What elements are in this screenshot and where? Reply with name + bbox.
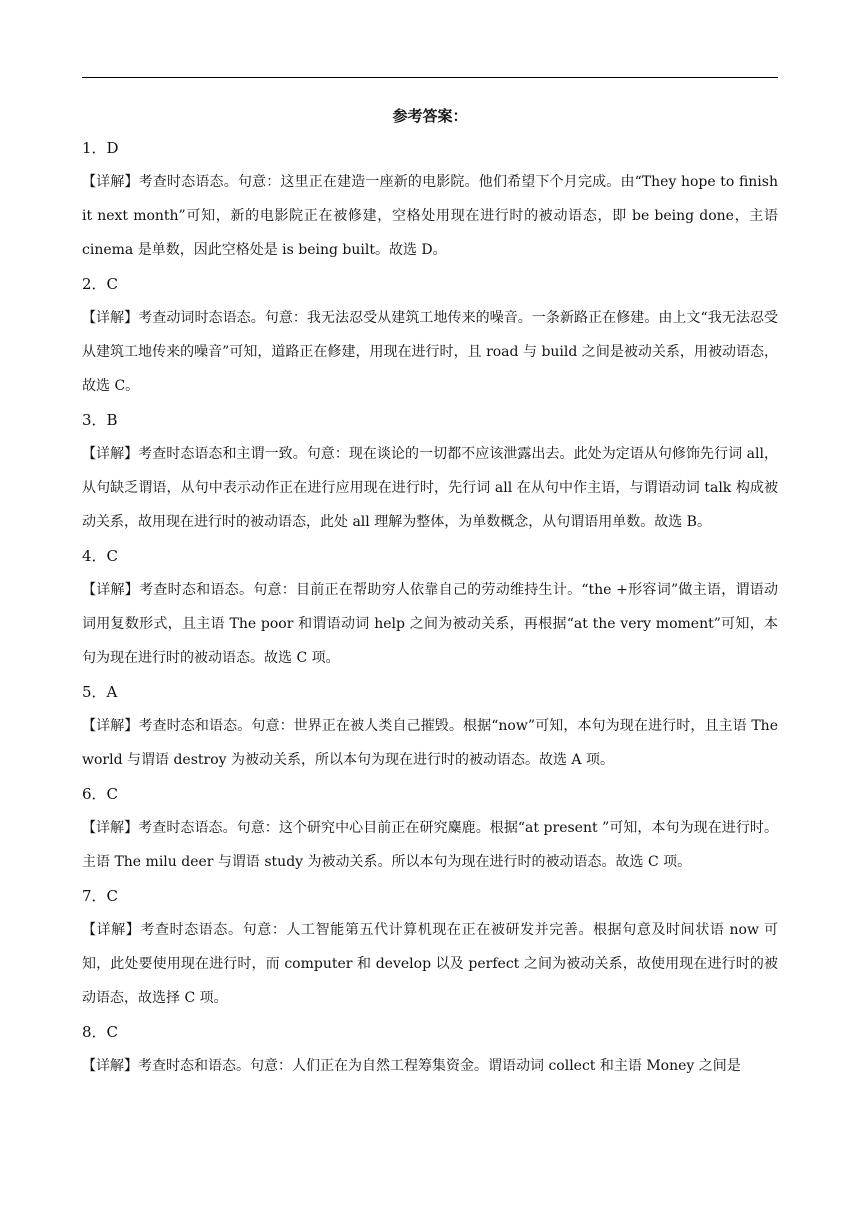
answer-label: 4．C: [82, 547, 119, 565]
answer-label: 2．C: [82, 275, 119, 293]
answer-explanation: 【详解】考查时态语态。句意：这个研究中心目前正在研究麋鹿。根据“at present ”可知，本句为现在进行时。主语 The milu deer 与谓语 study 为被动关系。所以本句为现在进行时的被动语态。故选 C 项。: [82, 820, 778, 870]
answer-item: [82, 777, 778, 879]
answer-list: [82, 131, 778, 1083]
answer-label: 1．D: [82, 139, 119, 157]
answer-item: [82, 403, 778, 539]
answer-item: [82, 539, 778, 675]
answer-item: [82, 267, 778, 403]
header-rule: [82, 77, 778, 78]
answer-label: 5．A: [82, 683, 118, 701]
answer-label: 8．C: [82, 1023, 119, 1041]
answer-explanation: 【详解】考查时态语态。句意：人工智能第五代计算机现在正在被研发并完善。根据句意及时间状语 now 可知，此处要使用现在进行时，而 computer 和 develop 以及 perfect 之间为被动关系，故使用现在进行时的被动语态，故选择 C 项。: [82, 922, 778, 1006]
answer-item: [82, 131, 778, 267]
answer-item: [82, 879, 778, 1015]
answer-explanation: 【详解】考查动词时态语态。句意：我无法忍受从建筑工地传来的噪音。一条新路正在修建。由上文“我无法忍受从建筑工地传来的噪音”可知，道路正在修建，用现在进行时，且 road 与 build 之间是被动关系，用被动语态，故选 C。: [82, 310, 778, 394]
answer-explanation: 【详解】考查时态和语态。句意：人们正在为自然工程筹集资金。谓语动词 collect 和主语 Money 之间是: [82, 1058, 741, 1074]
answer-label: 3．B: [82, 411, 118, 429]
answer-explanation: 【详解】考查时态和语态。句意：世界正在被人类自己摧毁。根据“now”可知，本句为现在进行时，且主语 The world 与谓语 destroy 为被动关系，所以本句为现在进行时的被动语态。故选 A 项。: [82, 718, 778, 768]
answer-label: 6．C: [82, 785, 119, 803]
page-title: 参考答案：: [392, 107, 468, 125]
answer-item: [82, 1015, 778, 1083]
answer-label: 7．C: [82, 887, 119, 905]
answer-explanation: 【详解】考查时态和语态。句意：目前正在帮助穷人依靠自己的劳动维持生计。“the +形容词”做主语，谓语动词用复数形式，且主语 The poor 和谓语动词 help 之间为被动关系，再根据“at the very moment”可知，本句为现在进行时的被动语态。故选 C 项。: [82, 582, 778, 666]
answer-explanation: 【详解】考查时态语态和主谓一致。句意：现在谈论的一切都不应该泄露出去。此处为定语从句修饰先行词 all，从句缺乏谓语，从句中表示动作正在进行应用现在进行时，先行词 all 在从句中作主语，与谓语动词 talk 构成被动关系，故用现在进行时的被动语态，此处 all 理解为整体，为单数概念，从句谓语用单数。故选 B。: [82, 446, 778, 530]
answer-explanation: 【详解】考查时态语态。句意：这里正在建造一座新的电影院。他们希望下个月完成。由“They hope to finish it next month”可知，新的电影院正在被修建，空格处用现在进行时的被动语态，即 be being done，主语 cinema 是单数，因此空格处是 is being built。故选 D。: [82, 174, 778, 258]
answer-item: [82, 675, 778, 777]
